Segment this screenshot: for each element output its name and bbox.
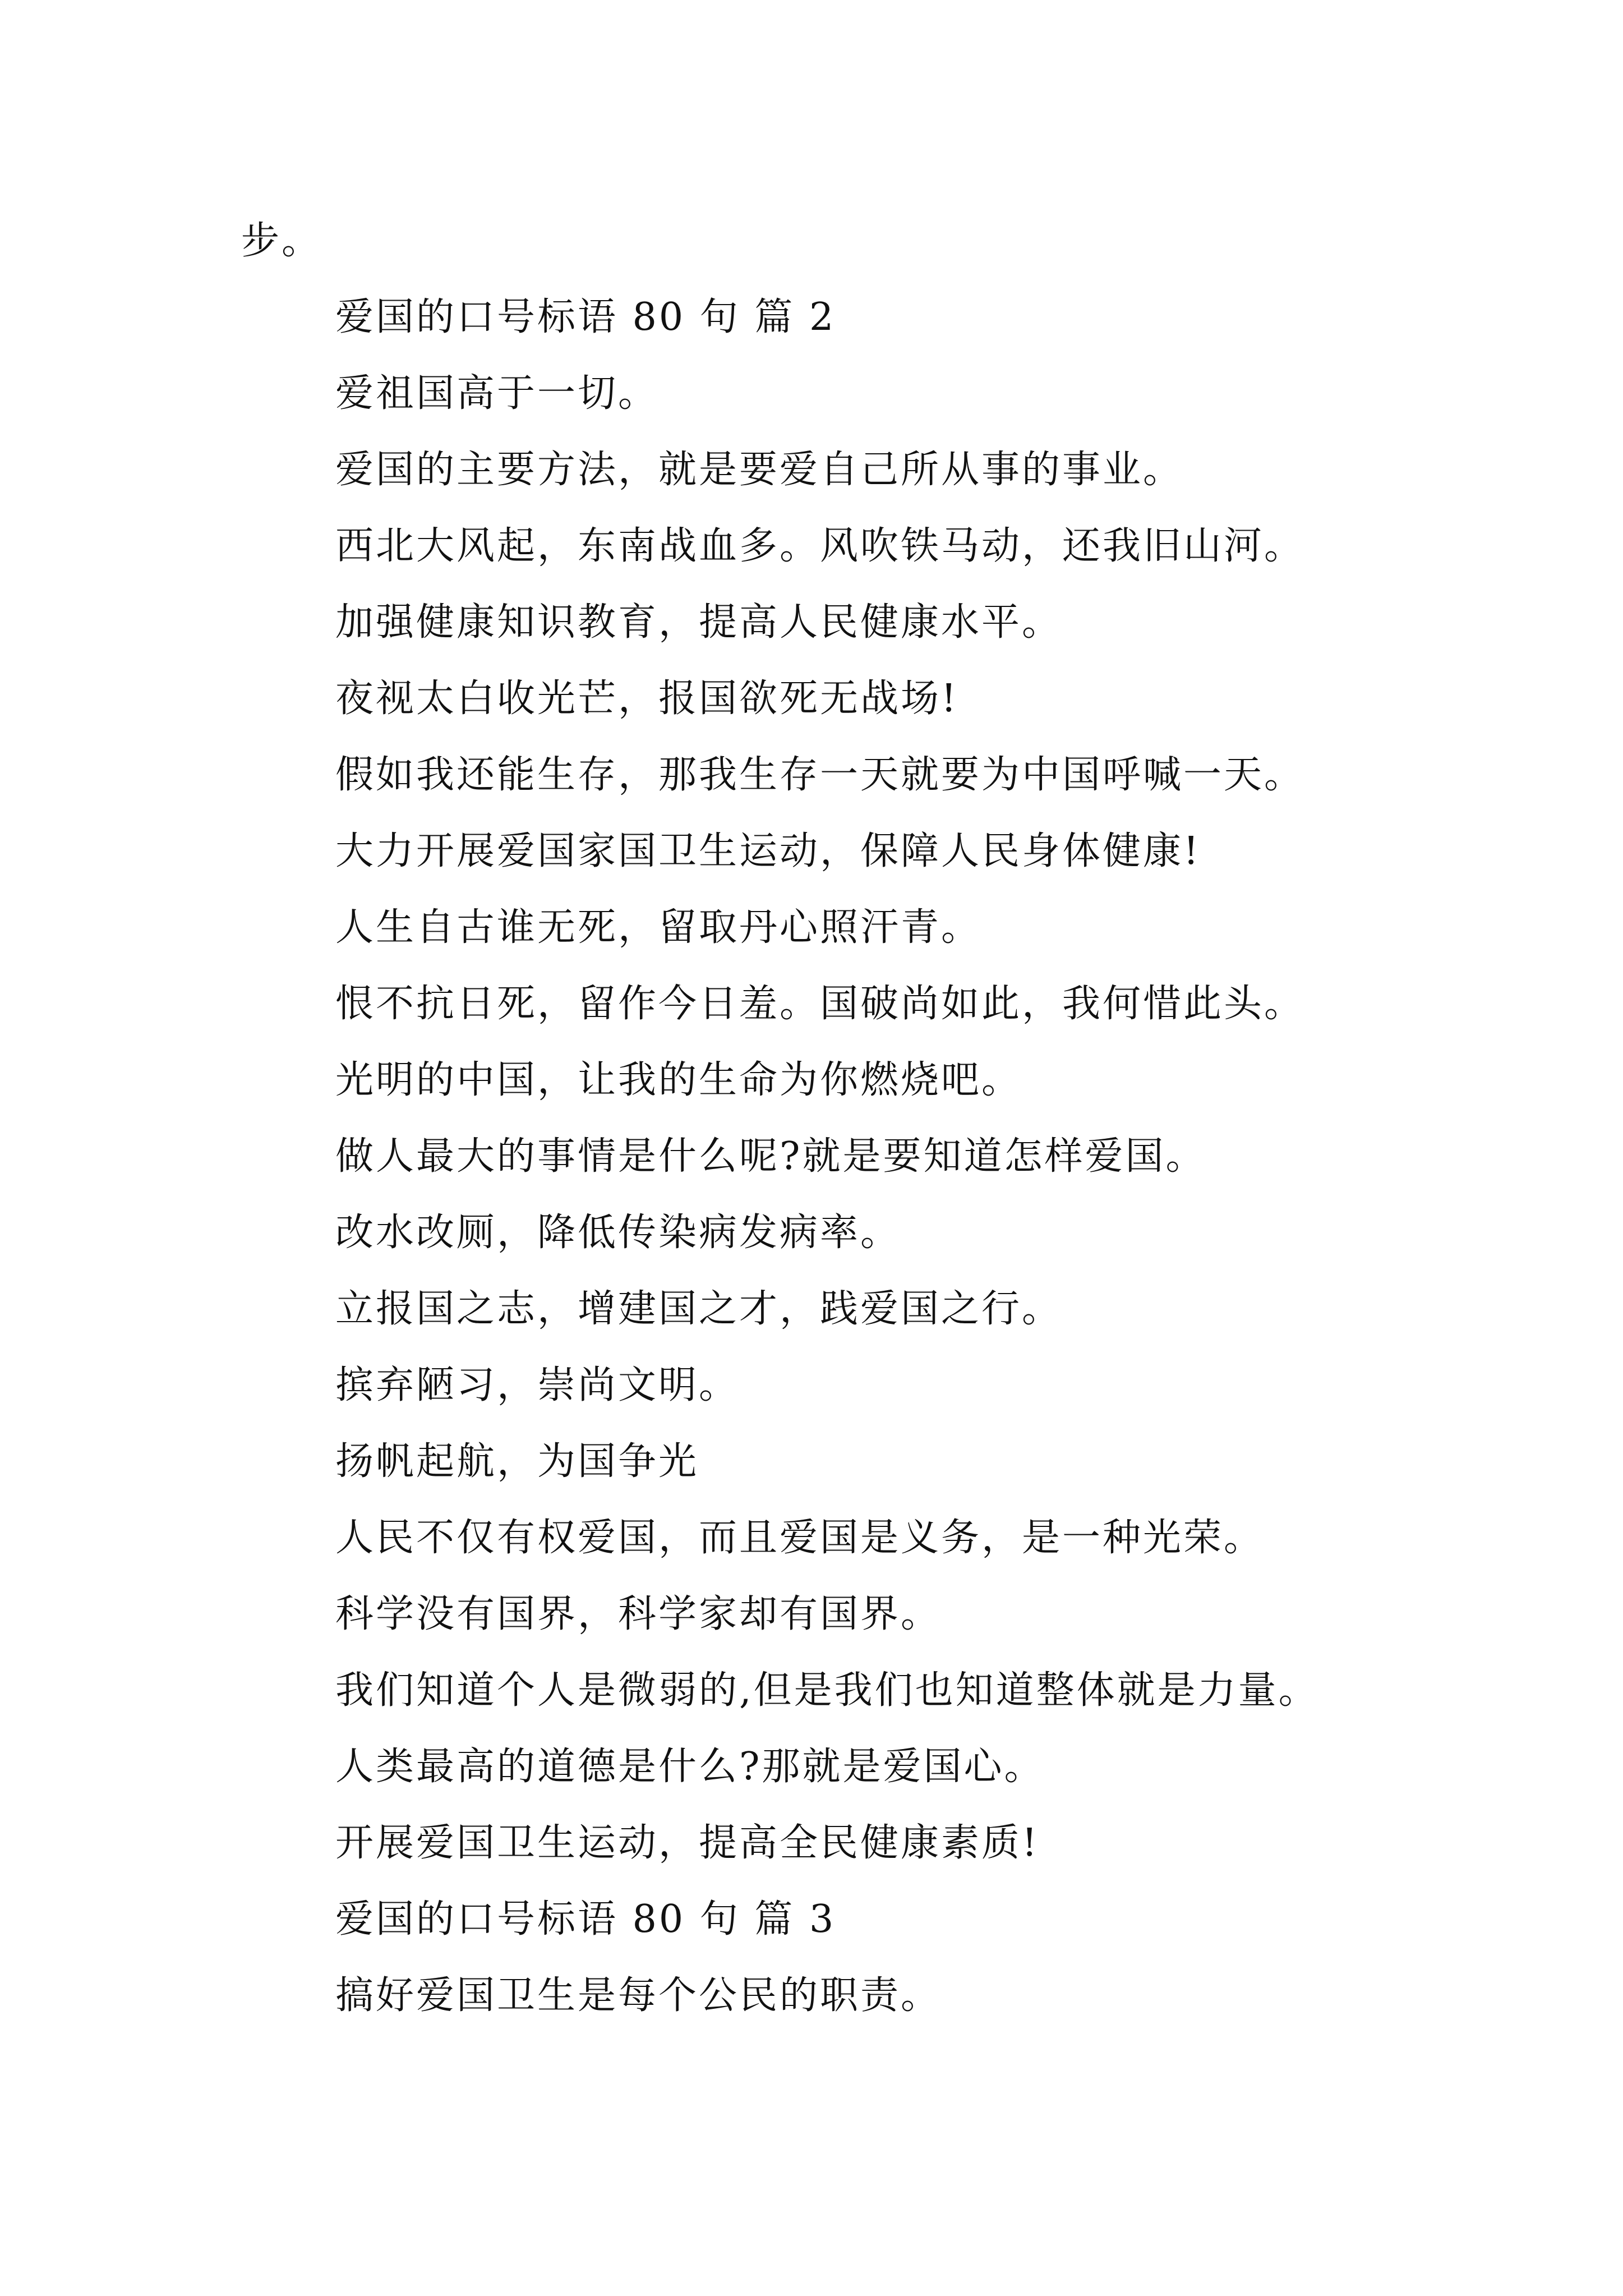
slogan-line: 立报国之志，增建国之才，践爱国之行。 <box>335 1287 1063 1331</box>
slogan-line: 人生自古谁无死，留取丹心照汗青。 <box>335 905 982 950</box>
slogan-list <box>335 288 1319 2043</box>
slogan-line: 改水改厕，降低传染病发病率。 <box>335 1211 901 1255</box>
slogan-line: 搞好爱国卫生是每个公民的职责。 <box>335 1973 942 2018</box>
slogan-line: 夜视太白收光芒，报国欲死无战场! <box>335 677 959 721</box>
slogan-line: 假如我还能生存，那我生存一天就要为中国呼喊一天。 <box>335 753 1305 797</box>
slogan-line: 爱国的主要方法，就是要爱自己所从事的事业。 <box>335 448 1184 492</box>
slogan-line: 开展爱国卫生运动，提高全民健康素质! <box>335 1821 1040 1865</box>
section-heading: 爱国的口号标语 80 句 篇 3 <box>335 1897 836 1941</box>
slogan-line: 摈弃陋习，崇尚文明。 <box>335 1363 740 1407</box>
slogan-line: 加强健康知识教育，提高人民健康水平。 <box>335 600 1063 645</box>
slogan-line: 光明的中国，让我的生命为你燃烧吧。 <box>335 1058 1022 1102</box>
slogan-line: 人类最高的道德是什么?那就是爱国心。 <box>335 1745 1045 1789</box>
slogan-line: 恨不抗日死，留作今日羞。国破尚如此，我何惜此头。 <box>335 982 1305 1026</box>
slogan-line: 大力开展爱国家国卫生运动，保障人民身体健康! <box>335 829 1201 873</box>
slogan-line: 西北大风起，东南战血多。风吹铁马动，还我旧山河。 <box>335 524 1305 568</box>
continued-text: 步。 <box>241 219 322 263</box>
slogan-line: 我们知道个人是微弱的,但是我们也知道整体就是力量。 <box>335 1668 1319 1713</box>
slogan-line: 做人最大的事情是什么呢?就是要知道怎样爱国。 <box>335 1134 1206 1179</box>
slogan-line: 科学没有国界，科学家却有国界。 <box>335 1592 942 1636</box>
slogan-line: 扬帆起航，为国争光 <box>335 1439 699 1484</box>
section-heading: 爱国的口号标语 80 句 篇 2 <box>335 295 836 339</box>
slogan-line: 爱祖国高于一切。 <box>335 371 659 416</box>
slogan-line: 人民不仅有权爱国，而且爱国是义务，是一种光荣。 <box>335 1516 1265 1560</box>
